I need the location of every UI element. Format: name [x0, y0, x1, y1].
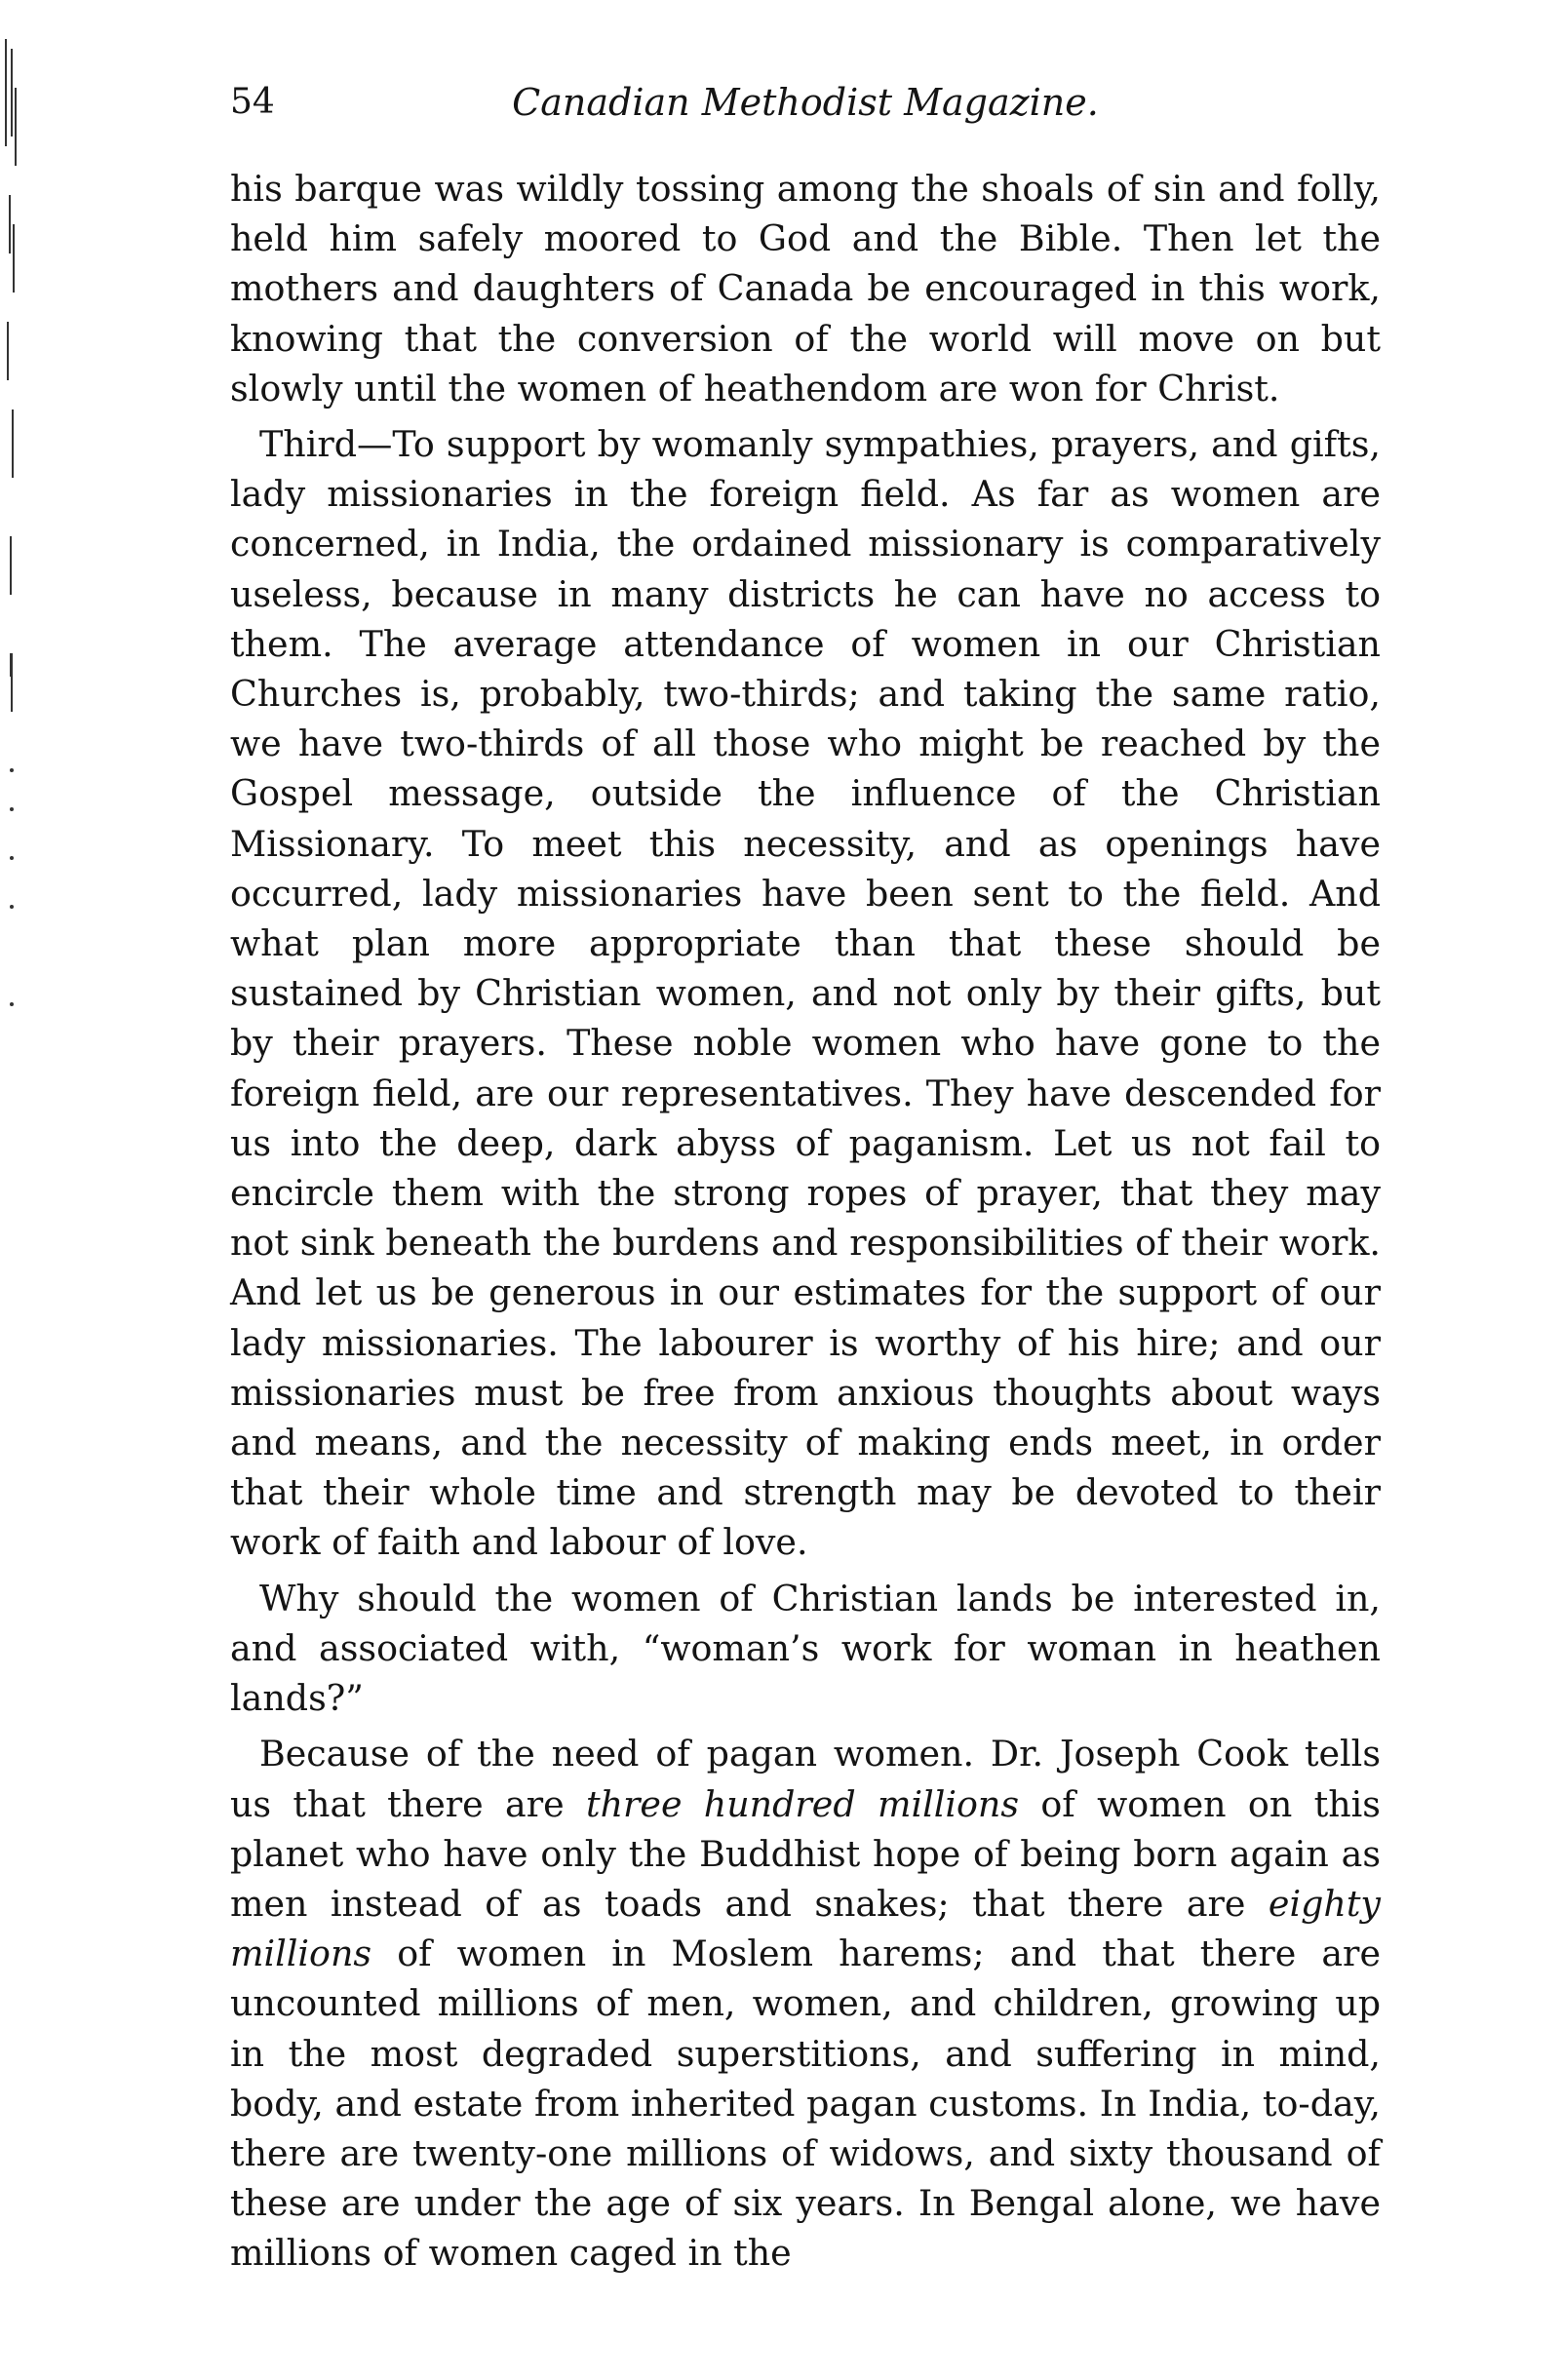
paragraph-question: Why should the women of Christian lands be interested in, and associated with, “woman’s work for woman in heathen lands?”: [230, 1577, 1381, 1720]
running-head: [230, 73, 1381, 132]
paragraph-continuation: his barque was wildly tossing among the shoals of sin and folly, held him safely moored to God and the Bible. Then let the mothers and daughters of Canada be encouraged in this work, knowing that the conversion of the world will move on but slowly until the women of heathendom are won for Christ.: [230, 168, 1381, 410]
emphasis-three-hundred-millions: three hundred millions: [585, 1782, 1020, 1825]
text-segment: of women in Moslem harems; and that there are uncounted millions of men, women, and children, growing up in the most degraded superstitions, and suffering in mind, body, and estate from inherited pagan customs. In India, to-day, there are twenty-one millions of widows, and sixty thousand of these are under the age of six years. In Bengal alone, we have millions of women caged in the: [230, 1932, 1381, 2275]
paragraph-third-point: Third—To support by womanly sympathies, prayers, and gifts, lady missionaries in the foreign field. As far as women are concerned, in India, the ordained missionary is comparatively useless, because in many districts he can have no access to them. The average attendance of women in our Christian Churches is, probably, two-thirds; and taking the same ratio, we have two-thirds of all those who might be reached by the Gospel message, outside the influence of the Christian Missionary. To meet this necessity, and as openings have occurred, lady missionaries have been sent to the field. And what plan more appropriate than that these should be sustained by Christian women, and not only by their gifts, but by their prayers. These noble women who have gone to the foreign field, are our representatives. They have descended for us into the deep, dark abyss of paganism. Let us not fail to encircle them with the strong ropes of prayer, that they may not sink beneath the burdens and responsibilities of their work. And let us be generous in our estimates for the support of our lady missionaries. The labourer is worthy of his hire; and our missionaries must be free from anxious thoughts about ways and means, and the necessity of making ends meet, in order that their whole time and strength may be devoted to their work of faith and labour of love.: [230, 423, 1381, 1564]
page-number: 54: [230, 82, 275, 122]
text-segment: Because of the need of pagan women. Dr. Joseph Cook tells us that there are: [230, 1733, 1381, 1825]
text-segment: of women on this planet who have only the Buddhist hope of being born again as men instead of as toads and snakes; that there are: [230, 1782, 1381, 1925]
emphasis-eighty-millions: eighty millions: [230, 1882, 1381, 1975]
journal-title: Canadian Methodist Magazine.: [512, 81, 1099, 124]
article-body: [230, 164, 1381, 2279]
paragraph-need-of-pagan-women: [230, 1729, 1381, 2278]
left-margin-scan-marks: [0, 29, 39, 2174]
